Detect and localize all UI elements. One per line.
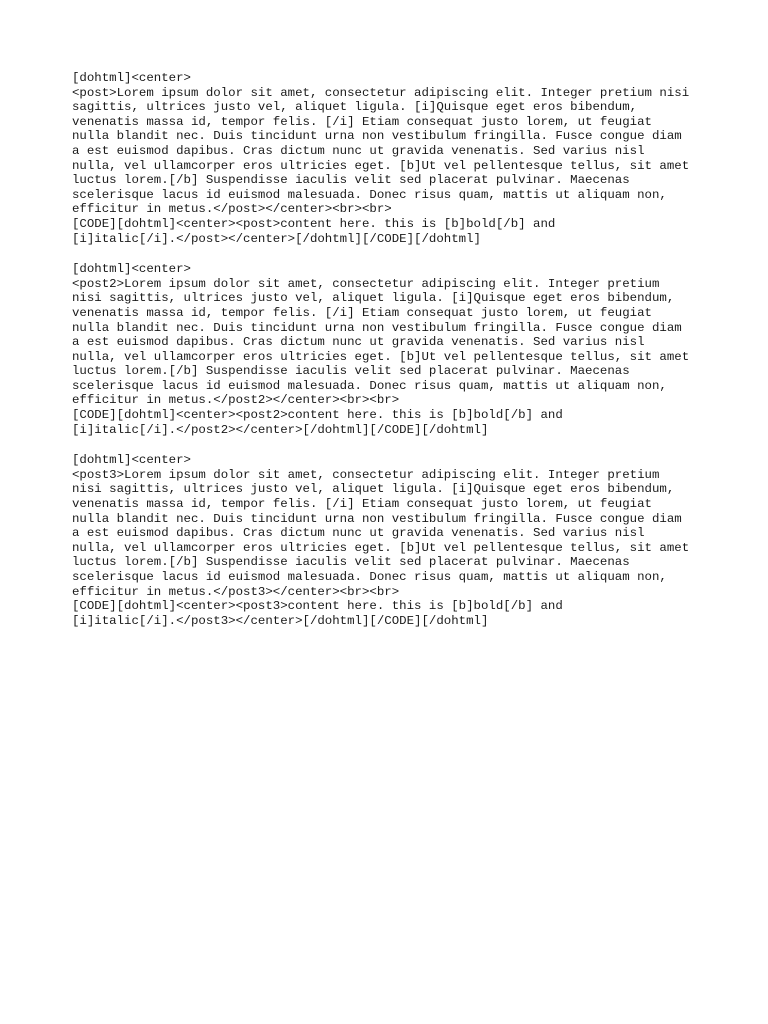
- text-line: scelerisque lacus id euismod malesuada. Donec risus quam, mattis ut aliquam non,: [72, 378, 667, 393]
- text-line: [i]italic[/i].</post3></center>[/dohtml][/CODE][/dohtml]: [72, 613, 489, 628]
- text-line: scelerisque lacus id euismod malesuada. Donec risus quam, mattis ut aliquam non,: [72, 570, 667, 584]
- text-line: <post3>Lorem ipsum dolor sit amet, consectetur adipiscing elit. Integer pretium: [72, 467, 660, 482]
- text-line: venenatis massa id, tempor felis. [/i] Etiam consequat justo lorem, ut feugiat: [72, 114, 652, 129]
- text-line: [CODE][dohtml]<center><post3>content here. this is [b]bold[/b] and: [72, 599, 563, 614]
- text-line: a est euismod dapibus. Cras dictum nunc ut gravida venenatis. Sed varius nisl: [72, 143, 645, 158]
- text-line: [i]italic[/i].</post></center>[/dohtml][/CODE][/dohtml]: [72, 231, 481, 246]
- text-line: nulla blandit nec. Duis tincidunt urna non vestibulum fringilla. Fusce congue diam: [72, 129, 682, 144]
- text-line: nulla blandit nec. Duis tincidunt urna non vestibulum fringilla. Fusce congue diam: [72, 320, 682, 335]
- text-line: luctus lorem.[/b] Suspendisse iaculis velit sed placerat pulvinar. Maecenas: [72, 173, 630, 188]
- text-line: efficitur in metus.</post></center><br><br>: [72, 202, 392, 217]
- text-line: nulla, vel ullamcorper eros ultricies eget. [b]Ut vel pellentesque tellus, sit amet: [72, 540, 690, 555]
- text-line: efficitur in metus.</post3></center><br><br>: [72, 584, 400, 599]
- text-line: venenatis massa id, tempor felis. [/i] Etiam consequat justo lorem, ut feugiat: [72, 497, 652, 512]
- document-page: [72, 71, 732, 644]
- code-block-post2: [72, 262, 732, 437]
- text-line: a est euismod dapibus. Cras dictum nunc ut gravida venenatis. Sed varius nisl: [72, 335, 645, 350]
- text-line: nulla, vel ullamcorper eros ultricies eget. [b]Ut vel pellentesque tellus, sit amet: [72, 158, 690, 173]
- text-line: <post>Lorem ipsum dolor sit amet, consectetur adipiscing elit. Integer pretium nisi: [72, 85, 690, 100]
- text-line: [i]italic[/i].</post2></center>[/dohtml][/CODE][/dohtml]: [72, 422, 489, 437]
- text-line: venenatis massa id, tempor felis. [/i] Etiam consequat justo lorem, ut feugiat: [72, 305, 652, 320]
- text-line: [dohtml]<center>: [72, 71, 191, 85]
- text-line: scelerisque lacus id euismod malesuada. Donec risus quam, mattis ut aliquam non,: [72, 187, 667, 202]
- text-line: nisi sagittis, ultrices justo vel, aliquet ligula. [i]Quisque eget eros bibendum,: [72, 482, 675, 497]
- code-block-post: [72, 71, 732, 246]
- text-line: [CODE][dohtml]<center><post2>content here. this is [b]bold[/b] and: [72, 408, 563, 423]
- text-line: efficitur in metus.</post2></center><br><br>: [72, 393, 400, 408]
- code-block-post3: [72, 453, 732, 628]
- text-line: nulla blandit nec. Duis tincidunt urna non vestibulum fringilla. Fusce congue diam: [72, 511, 682, 526]
- text-line: luctus lorem.[/b] Suspendisse iaculis velit sed placerat pulvinar. Maecenas: [72, 364, 630, 379]
- text-line: nulla, vel ullamcorper eros ultricies eget. [b]Ut vel pellentesque tellus, sit amet: [72, 349, 690, 364]
- text-line: [CODE][dohtml]<center><post>content here. this is [b]bold[/b] and: [72, 216, 556, 231]
- text-line: sagittis, ultrices justo vel, aliquet ligula. [i]Quisque eget eros bibendum,: [72, 100, 638, 115]
- text-line: nisi sagittis, ultrices justo vel, aliquet ligula. [i]Quisque eget eros bibendum,: [72, 291, 675, 306]
- text-line: [dohtml]<center>: [72, 262, 191, 277]
- text-line: [dohtml]<center>: [72, 453, 191, 468]
- text-line: a est euismod dapibus. Cras dictum nunc ut gravida venenatis. Sed varius nisl: [72, 526, 645, 541]
- text-line: <post2>Lorem ipsum dolor sit amet, consectetur adipiscing elit. Integer pretium: [72, 276, 660, 291]
- text-line: luctus lorem.[/b] Suspendisse iaculis velit sed placerat pulvinar. Maecenas: [72, 555, 630, 570]
